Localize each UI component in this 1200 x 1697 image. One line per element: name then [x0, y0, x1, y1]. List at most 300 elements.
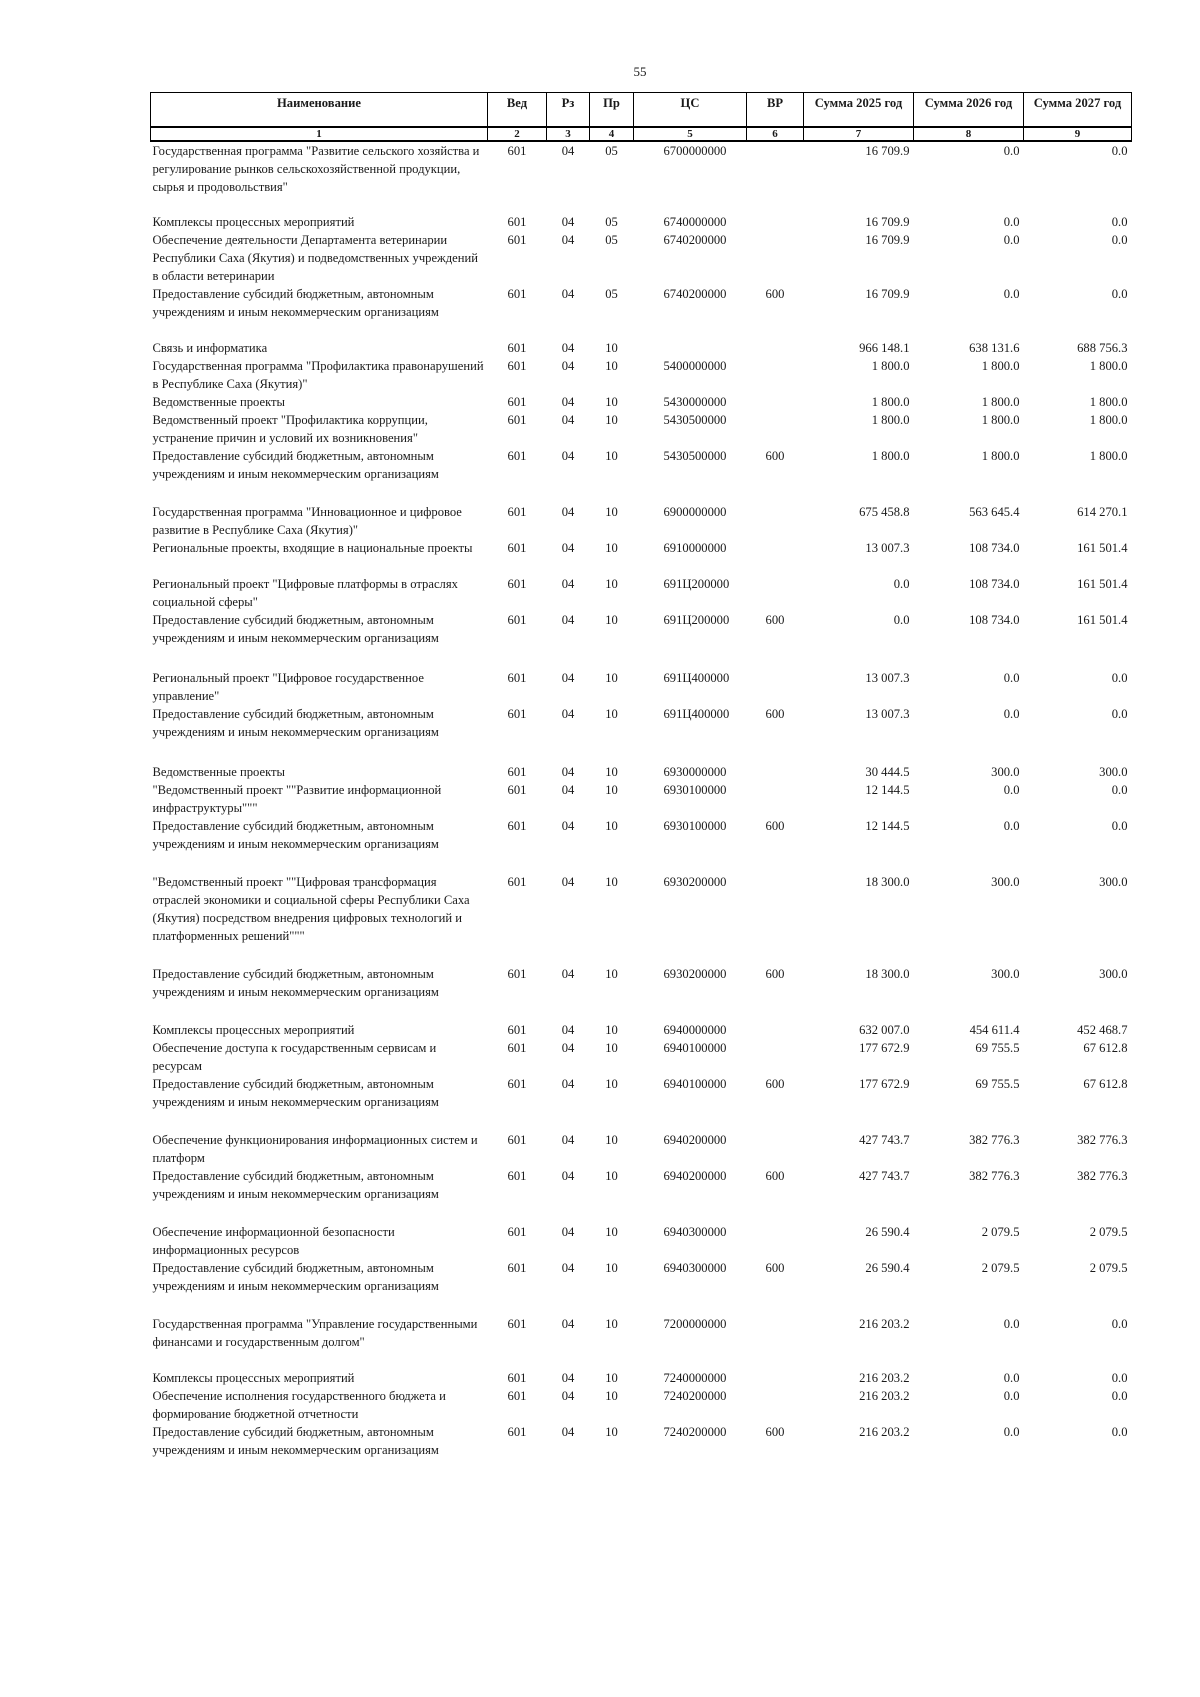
row-sum-2026: 1 800.0 [981, 413, 1020, 427]
row-name: Предоставление субсидий бюджетным, автономным учреждениям и иным некоммерческим организациям [152, 707, 439, 739]
row-name: Предоставление субсидий бюджетным, автономным учреждениям и иным некоммерческим организациям [152, 613, 439, 645]
row-sum-2025: 216 203.2 [859, 1371, 910, 1385]
row-rz: 04 [561, 1389, 575, 1403]
row-ved: 601 [507, 1225, 527, 1239]
row-cs: 5430500000 [663, 413, 727, 427]
row-pr: 10 [605, 765, 618, 779]
row-name: Ведомственные проекты [152, 765, 285, 779]
row-sum-2026: 1 800.0 [981, 395, 1020, 409]
row-sum-2025: 26 590.4 [865, 1225, 910, 1239]
row-sum-2026: 454 611.4 [969, 1023, 1020, 1037]
row-name: Предоставление субсидий бюджетным, автономным учреждениям и иным некоммерческим организациям [152, 1261, 439, 1293]
row-pr: 10 [605, 1317, 618, 1331]
row-vr [747, 763, 804, 781]
row-rz: 04 [561, 215, 575, 229]
row-pr: 10 [605, 1371, 618, 1385]
row-sum-2026: 0.0 [1003, 783, 1020, 797]
table-row [151, 141, 1132, 213]
row-sum-2025: 12 144.5 [865, 819, 910, 833]
row-pr: 10 [605, 1023, 618, 1037]
row-name: Комплексы процессных мероприятий [152, 215, 355, 229]
row-ved: 601 [507, 1133, 527, 1147]
row-sum-2026: 0.0 [1003, 707, 1020, 721]
table-row [151, 231, 1132, 285]
row-rz: 04 [561, 287, 575, 301]
row-ved: 601 [507, 449, 527, 463]
row-rz: 04 [561, 413, 575, 427]
row-pr: 10 [605, 875, 618, 889]
row-sum-2025: 18 300.0 [865, 875, 910, 889]
row-sum-2027: 1 800.0 [1089, 395, 1128, 409]
row-vr [747, 1021, 804, 1039]
row-pr: 10 [605, 1133, 618, 1147]
row-name: Государственная программа "Инновационное и цифровое развитие в Республике Саха (Якутия)" [152, 505, 462, 537]
row-sum-2026: 2 079.5 [981, 1261, 1020, 1275]
row-sum-2027: 0.0 [1111, 707, 1128, 721]
table-row [151, 781, 1132, 817]
row-ved: 601 [507, 341, 527, 355]
table-row [151, 285, 1132, 339]
row-name: Предоставление субсидий бюджетным, автономным учреждениям и иным некоммерческим организациям [152, 1425, 439, 1457]
row-vr [747, 213, 804, 231]
row-ved: 601 [507, 783, 527, 797]
row-sum-2026: 0.0 [1003, 287, 1020, 301]
row-sum-2025: 13 007.3 [865, 707, 910, 721]
row-cs: 6740200000 [663, 287, 727, 301]
row-sum-2025: 177 672.9 [859, 1041, 910, 1055]
row-sum-2025: 16 709.9 [865, 215, 910, 229]
row-ved: 601 [507, 765, 527, 779]
row-sum-2027: 1 800.0 [1089, 449, 1128, 463]
row-cs: 6900000000 [663, 505, 727, 519]
row-rz: 04 [561, 875, 575, 889]
row-sum-2025: 0.0 [893, 613, 910, 627]
row-ved: 601 [507, 233, 527, 247]
row-sum-2027: 0.0 [1111, 1371, 1128, 1385]
row-ved: 601 [507, 395, 527, 409]
row-cs: 691Ц200000 [663, 613, 730, 627]
row-sum-2026: 2 079.5 [981, 1225, 1020, 1239]
row-ved: 601 [507, 413, 527, 427]
row-pr: 10 [605, 1261, 618, 1275]
row-sum-2025: 16 709.9 [865, 233, 910, 247]
row-sum-2026: 108 734.0 [969, 541, 1020, 555]
row-sum-2026: 0.0 [1003, 1371, 1020, 1385]
row-sum-2026: 0.0 [1003, 1317, 1020, 1331]
row-rz: 04 [561, 577, 575, 591]
row-vr [747, 873, 804, 965]
row-sum-2027: 0.0 [1111, 1425, 1128, 1439]
table-row [151, 1369, 1132, 1387]
table-row [151, 1039, 1132, 1075]
row-sum-2027: 0.0 [1111, 671, 1128, 685]
row-sum-2027: 0.0 [1111, 783, 1128, 797]
row-pr: 05 [605, 287, 618, 301]
row-vr [747, 1369, 804, 1387]
row-pr: 10 [605, 395, 618, 409]
row-vr: 600 [765, 1261, 785, 1275]
row-vr: 600 [765, 1077, 785, 1091]
header-cell: Сумма 2027 год [1024, 93, 1132, 128]
row-ved: 601 [507, 1023, 527, 1037]
row-pr: 10 [605, 707, 618, 721]
row-sum-2025: 16 709.9 [865, 144, 910, 158]
row-cs: 6930100000 [663, 783, 727, 797]
budget-table [150, 92, 1132, 1459]
row-vr [747, 231, 804, 285]
row-ved: 601 [507, 967, 527, 981]
row-ved: 601 [507, 1261, 527, 1275]
column-number: 6 [747, 127, 804, 141]
row-pr: 05 [605, 215, 618, 229]
row-rz: 04 [561, 233, 575, 247]
row-sum-2027: 300.0 [1099, 967, 1128, 981]
row-rz: 04 [561, 505, 575, 519]
row-name: Региональный проект "Цифровые платформы в отраслях социальной сферы" [152, 577, 458, 609]
row-sum-2026: 563 645.4 [969, 505, 1020, 519]
row-sum-2025: 1 800.0 [871, 449, 910, 463]
row-sum-2026: 108 734.0 [969, 613, 1020, 627]
row-rz: 04 [561, 967, 575, 981]
row-rz: 04 [561, 1023, 575, 1037]
row-sum-2026: 0.0 [1003, 819, 1020, 833]
row-rz: 04 [561, 671, 575, 685]
row-sum-2025: 427 743.7 [859, 1133, 910, 1147]
row-cs: 6940100000 [663, 1041, 727, 1055]
row-sum-2027: 452 468.7 [1077, 1023, 1128, 1037]
row-pr: 10 [605, 1225, 618, 1239]
row-ved: 601 [507, 541, 527, 555]
header-cell: ЦС [634, 93, 747, 128]
row-cs: 6740200000 [663, 233, 727, 247]
row-vr [747, 1315, 804, 1369]
row-cs: 6930000000 [663, 765, 727, 779]
row-vr [747, 411, 804, 447]
row-pr: 10 [605, 1077, 618, 1091]
row-name: Обеспечение доступа к государственным сервисам и ресурсам [152, 1041, 437, 1073]
table-row [151, 669, 1132, 705]
row-pr: 10 [605, 577, 618, 591]
row-pr: 10 [605, 541, 618, 555]
row-rz: 04 [561, 707, 575, 721]
row-sum-2027: 161 501.4 [1077, 541, 1128, 555]
row-cs: 5430000000 [663, 395, 727, 409]
row-sum-2025: 12 144.5 [865, 783, 910, 797]
row-cs: 6940100000 [663, 1077, 727, 1091]
row-ved: 601 [507, 1077, 527, 1091]
row-rz: 04 [561, 1371, 575, 1385]
row-sum-2027: 688 756.3 [1077, 341, 1128, 355]
row-vr: 600 [765, 967, 785, 981]
row-name: Предоставление субсидий бюджетным, автономным учреждениям и иным некоммерческим организациям [152, 1169, 439, 1201]
row-name: Предоставление субсидий бюджетным, автономным учреждениям и иным некоммерческим организациям [152, 449, 439, 481]
row-rz: 04 [561, 1425, 575, 1439]
row-pr: 05 [605, 144, 618, 158]
row-sum-2027: 0.0 [1111, 1389, 1128, 1403]
table-row [151, 965, 1132, 1021]
row-sum-2026: 0.0 [1003, 671, 1020, 685]
row-name: Обеспечение информационной безопасности информационных ресурсов [152, 1225, 395, 1257]
table-row [151, 447, 1132, 503]
row-ved: 601 [507, 577, 527, 591]
row-name: Региональный проект "Цифровое государственное управление" [152, 671, 424, 703]
table-row [151, 611, 1132, 669]
row-cs: 7240200000 [663, 1425, 727, 1439]
header-cell: Вед [488, 93, 547, 128]
table-row [151, 817, 1132, 873]
row-pr: 10 [605, 783, 618, 797]
header-cell: Сумма 2025 год [804, 93, 914, 128]
row-name: Предоставление субсидий бюджетным, автономным учреждениям и иным некоммерческим организациям [152, 967, 439, 999]
row-vr [747, 1387, 804, 1423]
row-name: Предоставление субсидий бюджетным, автономным учреждениям и иным некоммерческим организациям [152, 1077, 439, 1109]
column-number-row [151, 127, 1132, 141]
row-vr [747, 575, 804, 611]
row-sum-2027: 300.0 [1099, 765, 1128, 779]
row-vr: 600 [765, 1425, 785, 1439]
column-number: 9 [1024, 127, 1132, 141]
table-row [151, 575, 1132, 611]
page-number: 55 [633, 64, 647, 79]
row-cs: 6940000000 [663, 1023, 727, 1037]
row-rz: 04 [561, 341, 575, 355]
row-sum-2026: 0.0 [1003, 233, 1020, 247]
row-ved: 601 [507, 1371, 527, 1385]
row-sum-2025: 1 800.0 [871, 413, 910, 427]
table-row [151, 1387, 1132, 1423]
row-rz: 04 [561, 359, 575, 373]
table-row [151, 411, 1132, 447]
row-rz: 04 [561, 395, 575, 409]
table-row [151, 1259, 1132, 1315]
row-vr [747, 141, 804, 213]
row-sum-2027: 67 612.8 [1083, 1041, 1128, 1055]
row-sum-2026: 300.0 [991, 875, 1020, 889]
row-sum-2027: 300.0 [1099, 875, 1128, 889]
row-sum-2025: 632 007.0 [859, 1023, 910, 1037]
row-ved: 601 [507, 505, 527, 519]
row-cs: 691Ц200000 [663, 577, 730, 591]
table-row [151, 1315, 1132, 1369]
row-pr: 10 [605, 613, 618, 627]
row-name: "Ведомственный проект ""Развитие информационной инфраструктуры""" [152, 783, 442, 815]
row-sum-2025: 1 800.0 [871, 395, 910, 409]
row-sum-2026: 108 734.0 [969, 577, 1020, 591]
row-rz: 04 [561, 541, 575, 555]
row-sum-2025: 16 709.9 [865, 287, 910, 301]
table-row [151, 1423, 1132, 1459]
row-name: Региональные проекты, входящие в национальные проекты [152, 541, 473, 555]
header-cell: Сумма 2026 год [914, 93, 1024, 128]
row-sum-2027: 2 079.5 [1089, 1225, 1128, 1239]
row-vr [747, 1131, 804, 1167]
table-row [151, 873, 1132, 965]
row-name: Ведомственные проекты [152, 395, 285, 409]
row-rz: 04 [561, 613, 575, 627]
row-ved: 601 [507, 1389, 527, 1403]
header-cell: Пр [590, 93, 634, 128]
row-sum-2025: 216 203.2 [859, 1425, 910, 1439]
table-row [151, 1167, 1132, 1223]
row-sum-2027: 0.0 [1111, 819, 1128, 833]
row-name: Предоставление субсидий бюджетным, автономным учреждениям и иным некоммерческим организациям [152, 287, 439, 319]
row-vr [747, 539, 804, 575]
row-sum-2025: 26 590.4 [865, 1261, 910, 1275]
row-sum-2025: 13 007.3 [865, 541, 910, 555]
row-sum-2026: 69 755.5 [975, 1077, 1020, 1091]
row-cs: 691Ц400000 [663, 671, 730, 685]
row-cs: 6940200000 [663, 1169, 727, 1183]
row-vr: 600 [765, 449, 785, 463]
table-row [151, 339, 1132, 357]
header-cell: ВР [747, 93, 804, 128]
row-sum-2025: 675 458.8 [859, 505, 910, 519]
column-number: 5 [634, 127, 747, 141]
table-row [151, 213, 1132, 231]
row-sum-2027: 161 501.4 [1077, 613, 1128, 627]
row-vr: 600 [765, 287, 785, 301]
row-name: Предоставление субсидий бюджетным, автономным учреждениям и иным некоммерческим организациям [152, 819, 439, 851]
row-sum-2026: 0.0 [1003, 1425, 1020, 1439]
header-cell: Рз [547, 93, 590, 128]
row-sum-2026: 69 755.5 [975, 1041, 1020, 1055]
row-vr [747, 1039, 804, 1075]
row-ved: 601 [507, 144, 527, 158]
row-pr: 10 [605, 1041, 618, 1055]
row-cs [634, 339, 747, 357]
row-rz: 04 [561, 1041, 575, 1055]
row-pr: 05 [605, 233, 618, 247]
row-ved: 601 [507, 671, 527, 685]
row-sum-2027: 161 501.4 [1077, 577, 1128, 591]
row-sum-2026: 382 776.3 [969, 1133, 1020, 1147]
table-body [151, 141, 1132, 1459]
table-row [151, 357, 1132, 393]
row-sum-2025: 13 007.3 [865, 671, 910, 685]
row-sum-2027: 0.0 [1111, 144, 1128, 158]
row-cs: 6740000000 [663, 215, 727, 229]
row-vr [747, 339, 804, 357]
row-ved: 601 [507, 875, 527, 889]
row-ved: 601 [507, 1169, 527, 1183]
row-name: Ведомственный проект "Профилактика коррупции, устранение причин и условий их возникновения" [152, 413, 428, 445]
row-ved: 601 [507, 215, 527, 229]
row-rz: 04 [561, 1133, 575, 1147]
row-sum-2027: 382 776.3 [1077, 1133, 1128, 1147]
row-cs: 6700000000 [663, 144, 727, 158]
row-rz: 04 [561, 819, 575, 833]
row-name: Обеспечение исполнения государственного бюджета и формирование бюджетной отчетности [152, 1389, 446, 1421]
row-pr: 10 [605, 819, 618, 833]
header-cell: Наименование [151, 93, 488, 128]
row-sum-2027: 1 800.0 [1089, 413, 1128, 427]
row-cs: 7240200000 [663, 1389, 727, 1403]
row-ved: 601 [507, 1317, 527, 1331]
row-cs: 6930100000 [663, 819, 727, 833]
row-sum-2025: 1 800.0 [871, 359, 910, 373]
row-cs: 6940300000 [663, 1225, 727, 1239]
row-cs: 6930200000 [663, 875, 727, 889]
row-sum-2026: 1 800.0 [981, 449, 1020, 463]
row-sum-2026: 1 800.0 [981, 359, 1020, 373]
row-rz: 04 [561, 1261, 575, 1275]
table-row [151, 763, 1132, 781]
table-row [151, 1075, 1132, 1131]
column-number: 1 [151, 127, 488, 141]
row-ved: 601 [507, 1041, 527, 1055]
row-rz: 04 [561, 783, 575, 797]
column-number: 4 [590, 127, 634, 141]
row-sum-2026: 300.0 [991, 967, 1020, 981]
row-name: Обеспечение функционирования информационных систем и платформ [152, 1133, 478, 1165]
row-cs: 6940200000 [663, 1133, 727, 1147]
row-sum-2027: 2 079.5 [1089, 1261, 1128, 1275]
column-number: 2 [488, 127, 547, 141]
row-rz: 04 [561, 1169, 575, 1183]
row-cs: 5400000000 [663, 359, 727, 373]
row-pr: 10 [605, 413, 618, 427]
row-rz: 04 [561, 1317, 575, 1331]
row-name: Комплексы процессных мероприятий [152, 1023, 355, 1037]
row-vr: 600 [765, 707, 785, 721]
row-cs: 7200000000 [663, 1317, 727, 1331]
row-cs: 5430500000 [663, 449, 727, 463]
row-vr [747, 393, 804, 411]
row-vr [747, 357, 804, 393]
row-sum-2026: 0.0 [1003, 215, 1020, 229]
row-vr [747, 669, 804, 705]
table-row [151, 393, 1132, 411]
column-number: 3 [547, 127, 590, 141]
row-sum-2026: 382 776.3 [969, 1169, 1020, 1183]
row-pr: 10 [605, 505, 618, 519]
row-ved: 601 [507, 613, 527, 627]
row-vr: 600 [765, 1169, 785, 1183]
row-cs: 6930200000 [663, 967, 727, 981]
row-cs: 6910000000 [663, 541, 727, 555]
row-sum-2026: 638 131.6 [969, 341, 1020, 355]
row-sum-2026: 300.0 [991, 765, 1020, 779]
row-sum-2027: 0.0 [1111, 233, 1128, 247]
row-ved: 601 [507, 707, 527, 721]
row-name: Государственная программа "Профилактика правонарушений в Республике Саха (Якутия)" [152, 359, 484, 391]
row-pr: 10 [605, 671, 618, 685]
row-pr: 10 [605, 1169, 618, 1183]
row-pr: 10 [605, 341, 618, 355]
row-vr [747, 503, 804, 539]
row-name: Связь и информатика [152, 341, 268, 355]
row-ved: 601 [507, 819, 527, 833]
row-sum-2025: 966 148.1 [859, 341, 910, 355]
row-pr: 10 [605, 359, 618, 373]
row-cs: 6940300000 [663, 1261, 727, 1275]
row-name: Государственная программа "Развитие сельского хозяйства и регулирование рынков сельскохозяйственной продукции, сырья и продовольствия" [152, 144, 480, 194]
row-ved: 601 [507, 359, 527, 373]
row-rz: 04 [561, 1077, 575, 1091]
row-vr: 600 [765, 613, 785, 627]
table-row [151, 1223, 1132, 1259]
row-sum-2027: 614 270.1 [1077, 505, 1128, 519]
row-name: "Ведомственный проект ""Цифровая трансформация отраслей экономики и социальной сферы Республики Саха (Якутия) посредством внедрения цифровых технологий и платформенных решений""" [152, 875, 470, 943]
row-name: Комплексы процессных мероприятий [152, 1371, 355, 1385]
row-sum-2027: 382 776.3 [1077, 1169, 1128, 1183]
row-pr: 10 [605, 967, 618, 981]
row-vr [747, 781, 804, 817]
row-name: Государственная программа "Управление государственными финансами и государственным долгом" [152, 1317, 478, 1349]
column-number: 7 [804, 127, 914, 141]
row-rz: 04 [561, 765, 575, 779]
row-sum-2025: 216 203.2 [859, 1389, 910, 1403]
